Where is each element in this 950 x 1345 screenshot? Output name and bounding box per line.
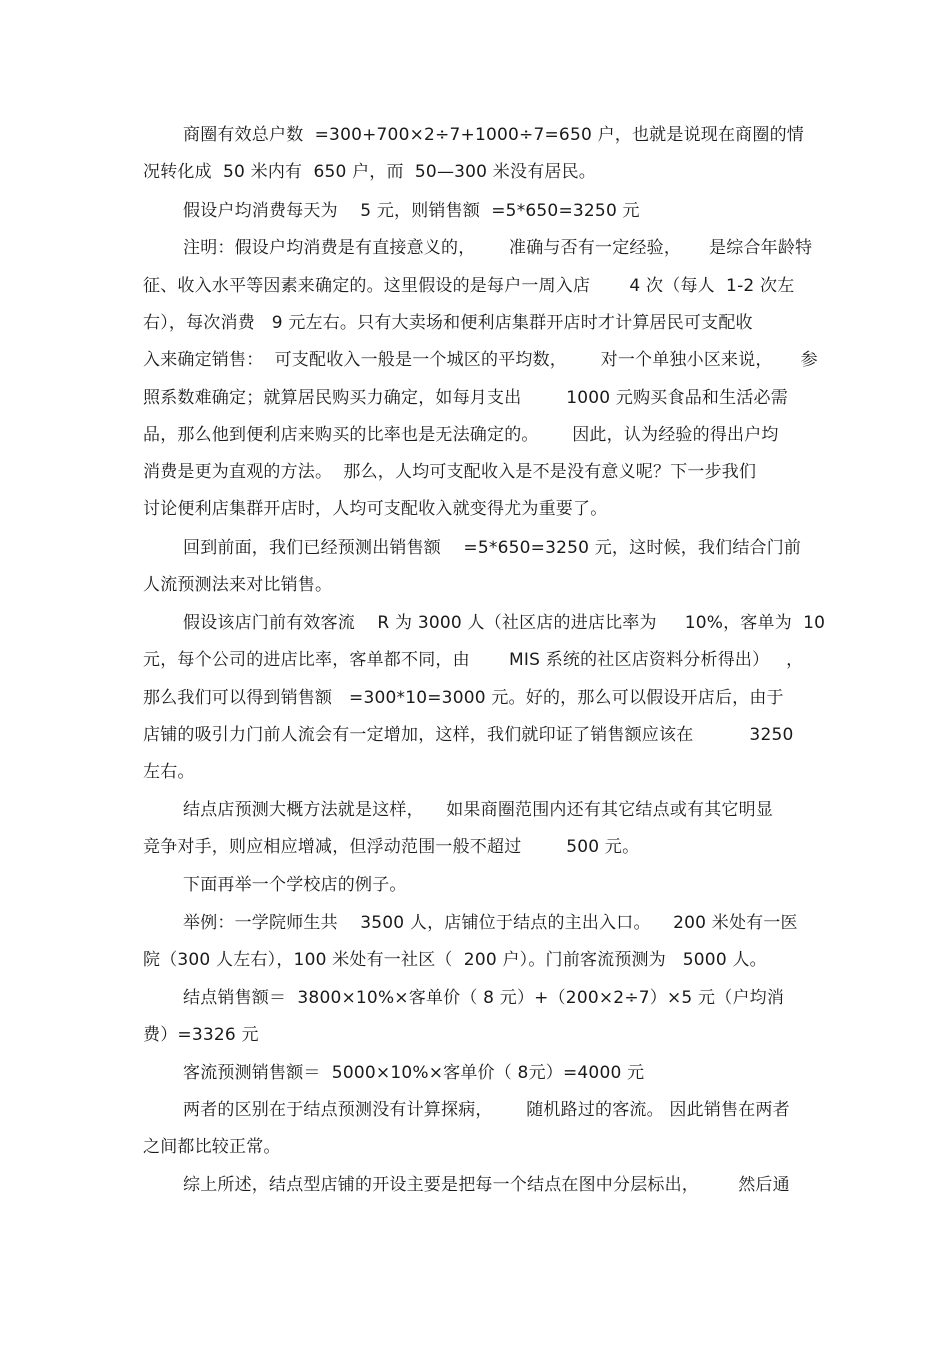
- paragraph-line: 元，每个公司的进店比率，客单都不同，由 MIS 系统的社区店资料分析得出） ，: [143, 650, 804, 670]
- paragraph-line: 结点店预测大概方法就是这样， 如果商圈范围内还有其它结点或有其它明显: [183, 800, 774, 820]
- paragraph-line: 况转化成 50 米内有 650 户，而 50—300 米没有居民。: [143, 162, 596, 182]
- paragraph-line: 假设该店门前有效客流 R 为 3000 人（社区店的进店比率为 10%，客单为 10: [183, 613, 826, 633]
- paragraph-line: 回到前面，我们已经预测出销售额 =5*650=3250 元，这时候，我们结合门前: [183, 538, 802, 558]
- paragraph-line: 右），每次消费 9 元左右。只有大卖场和便利店集群开店时才计算居民可支配收: [143, 313, 753, 333]
- paragraph-line: 征、收入水平等因素来确定的。这里假设的是每户一周入店 4 次（每人 1-2 次左: [143, 276, 795, 296]
- paragraph-line: 讨论便利店集群开店时，人均可支配收入就变得尤为重要了。: [143, 499, 608, 519]
- paragraph-line: 综上所述，结点型店铺的开设主要是把每一个结点在图中分层标出， 然后通: [183, 1175, 790, 1195]
- paragraph-line: 消费是更为直观的方法。 那么，人均可支配收入是不是没有意义呢？下一步我们: [143, 462, 757, 482]
- paragraph-line: 左右。: [143, 762, 195, 782]
- paragraph-line: 人流预测法来对比销售。: [143, 575, 333, 595]
- paragraph-line: 照系数难确定；就算居民购买力确定，如每月支出 1000 元购买食品和生活必需: [143, 388, 788, 408]
- paragraph-line: 举例：一学院师生共 3500 人，店铺位于结点的主出入口。 200 米处有一医: [183, 913, 798, 933]
- paragraph-line: 竞争对手，则应相应增减，但浮动范围一般不超过 500 元。: [143, 837, 640, 857]
- paragraph-line: 那么我们可以得到销售额 =300*10=3000 元。好的，那么可以假设开店后，由于: [143, 688, 784, 708]
- paragraph-line: 店铺的吸引力门前人流会有一定增加，这样，我们就印证了销售额应该在 3250: [143, 725, 794, 745]
- paragraph-line: 品，那么他到便利店来购买的比率也是无法确定的。 因此，认为经验的得出户均: [143, 425, 779, 445]
- paragraph-line: 入来确定销售： 可支配收入一般是一个城区的平均数， 对一个单独小区来说， 参: [143, 350, 818, 370]
- paragraph-line: 假设户均消费每天为 5 元，则销售额 =5*650=3250 元: [183, 201, 640, 221]
- paragraph-line: 结点销售额＝ 3800×10%×客单价（ 8 元）+（200×2÷7）×5 元（户均消: [183, 988, 785, 1008]
- paragraph-line: 费）=3326 元: [143, 1025, 259, 1045]
- paragraph-line: 之间都比较正常。: [143, 1137, 281, 1157]
- paragraph-line: 院（300 人左右），100 米处有一社区（ 200 户）。门前客流预测为 5000 人。: [143, 950, 767, 970]
- paragraph-line: 两者的区别在于结点预测没有计算探病， 随机路过的客流。 因此销售在两者: [183, 1100, 790, 1120]
- paragraph-line: 客流预测销售额＝ 5000×10%×客单价（ 8元）=4000 元: [183, 1063, 645, 1083]
- paragraph-line: 下面再举一个学校店的例子。: [183, 875, 407, 895]
- paragraph-line: 商圈有效总户数 =300+700×2÷7+1000÷7=650 户，也就是说现在商圈的情: [183, 125, 804, 145]
- paragraph-line: 注明：假设户均消费是有直接意义的， 准确与否有一定经验， 是综合年龄特: [183, 238, 813, 258]
